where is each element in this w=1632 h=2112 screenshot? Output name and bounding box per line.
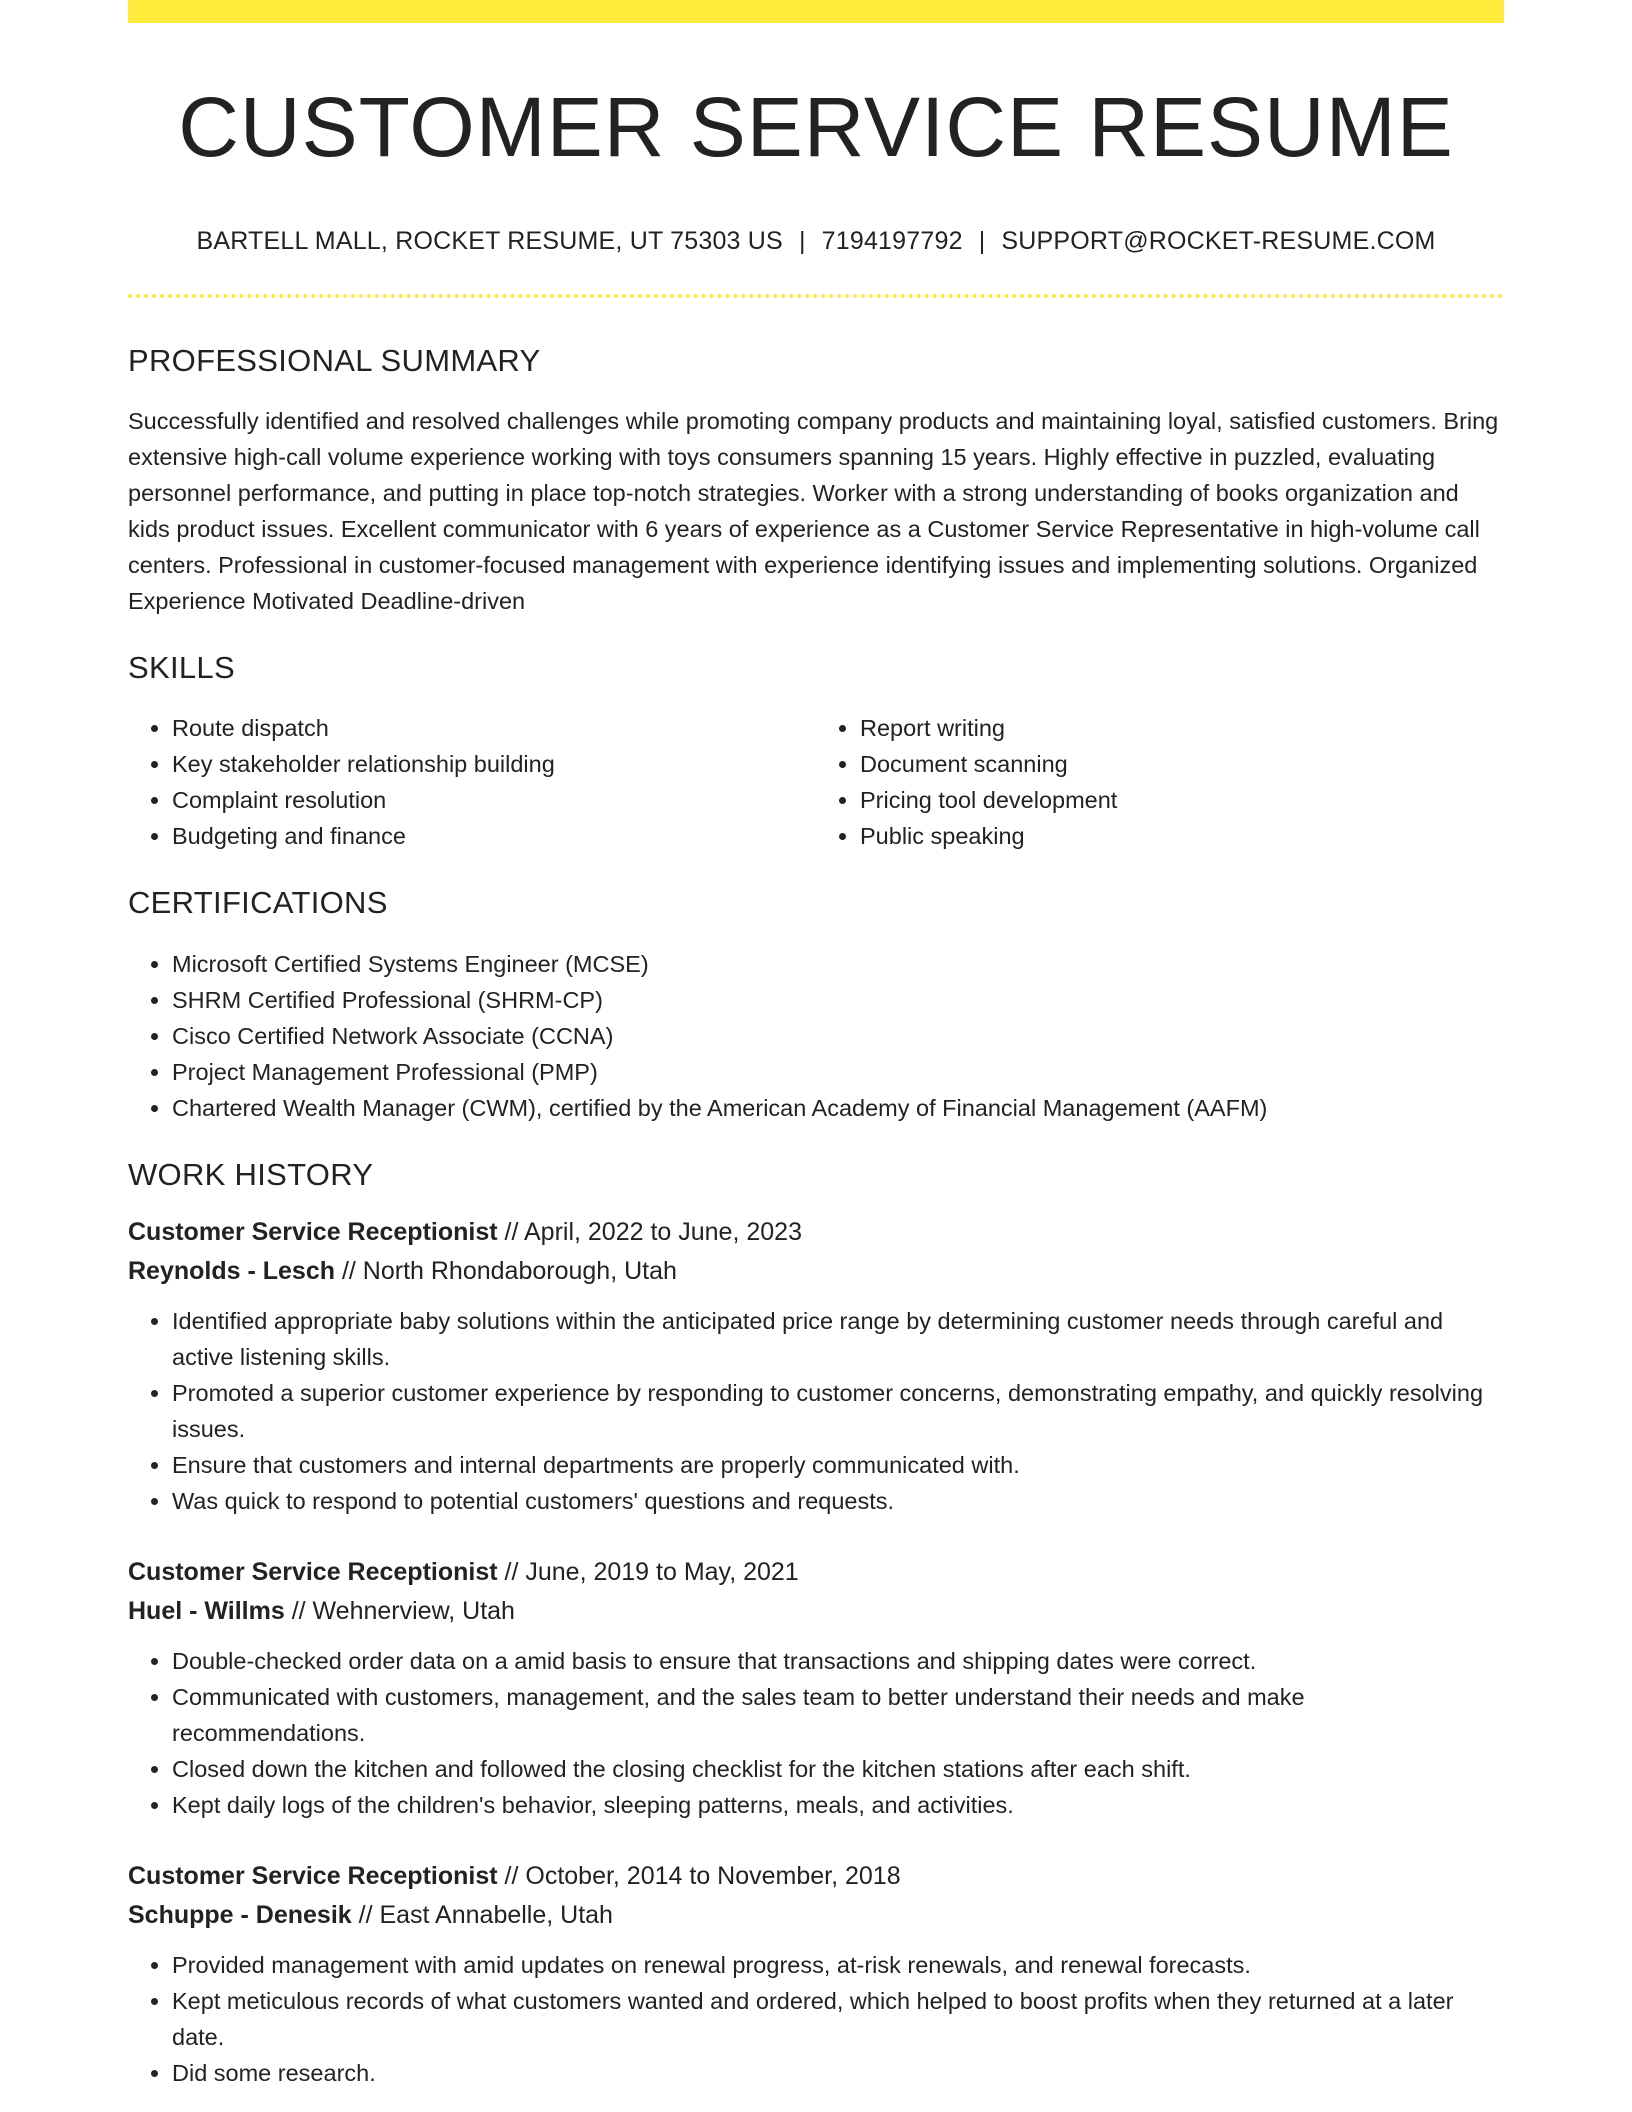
job-title-line: [128, 1553, 1504, 1592]
contact-email: SUPPORT@ROCKET-RESUME.COM: [1001, 227, 1436, 255]
job-location: // East Annabelle, Utah: [358, 1900, 613, 1929]
skill-item: • Pricing tool development: [860, 782, 1504, 818]
certification-item: • Microsoft Certified Systems Engineer (MCSE): [172, 946, 1504, 982]
job-title: Customer Service Receptionist: [128, 1557, 498, 1586]
job-company: Reynolds - Lesch: [128, 1256, 335, 1285]
job-bullets: [128, 1643, 1504, 1823]
skill-item: • Document scanning: [860, 746, 1504, 782]
job-title: Customer Service Receptionist: [128, 1217, 498, 1246]
resume-title: CUSTOMER SERVICE RESUME: [178, 80, 1454, 174]
skill-item: • Public speaking: [860, 818, 1504, 854]
job-company: Schuppe - Denesik: [128, 1900, 352, 1929]
contact-phone: 7194197792: [821, 227, 963, 255]
job-bullet: • Kept meticulous records of what customers wanted and ordered, which helped to boost profits when they returned at a later date.: [172, 1983, 1504, 2055]
skills-section: [128, 649, 1504, 854]
certifications-heading: CERTIFICATIONS: [128, 885, 388, 921]
job-bullet: • Was quick to respond to potential customers' questions and requests.: [172, 1483, 1504, 1519]
work-history-section: [128, 1156, 1504, 2091]
dotted-divider: [128, 294, 1504, 298]
job-bullet: • Communicated with customers, management, and the sales team to better understand their needs and make recommendations.: [172, 1679, 1504, 1751]
job-bullets: [128, 1947, 1504, 2091]
summary-text: Successfully identified and resolved challenges while promoting company products and maintaining loyal, satisfied customers. Bring extensive high-call volume experience working with toys consumers spanning 15 years. Highly effective in puzzled, evaluating personnel performance, and putting in place top-notch strategies. Worker with a strong understanding of books organization and kids product issues. Excellent communicator with 6 years of experience as a Customer Service Representative in high-volume call centers. Professional in customer-focused management with experience identifying issues and implementing solutions. Organized Experience Motivated Deadline-driven: [128, 408, 1499, 615]
job-company-line: [128, 1896, 1504, 1935]
job-bullet: • Ensure that customers and internal departments are properly communicated with.: [172, 1447, 1504, 1483]
job-bullet: • Promoted a superior customer experience by responding to customer concerns, demonstrating empathy, and quickly resolving issues.: [172, 1375, 1504, 1447]
job-title-line: [128, 1213, 1504, 1252]
job-bullets: [128, 1303, 1504, 1519]
job-bullet: • Identified appropriate baby solutions within the anticipated price range by determining customer needs through careful and active listening skills.: [172, 1303, 1504, 1375]
certification-item: • Project Management Professional (PMP): [172, 1054, 1504, 1090]
skills-left-list: [128, 710, 816, 854]
contact-separator: |: [798, 227, 806, 255]
skills-right-list: [816, 710, 1504, 854]
resume-page: [128, 0, 1504, 2112]
job-location: // Wehnerview, Utah: [291, 1596, 515, 1625]
job-bullet: • Kept daily logs of the children's behavior, sleeping patterns, meals, and activities.: [172, 1787, 1504, 1823]
skill-item: • Key stakeholder relationship building: [172, 746, 816, 782]
job-bullet: • Double-checked order data on a amid basis to ensure that transactions and shipping dates were correct.: [172, 1643, 1504, 1679]
skill-item: • Complaint resolution: [172, 782, 816, 818]
certification-item: • Chartered Wealth Manager (CWM), certified by the American Academy of Financial Management (AAFM): [172, 1090, 1504, 1126]
summary-section: [128, 342, 1504, 619]
certification-item: • Cisco Certified Network Associate (CCNA): [172, 1018, 1504, 1054]
job-location: // North Rhondaborough, Utah: [341, 1256, 677, 1285]
job-company-line: [128, 1592, 1504, 1631]
job-dates: // June, 2019 to May, 2021: [504, 1557, 799, 1586]
accent-top-bar: [128, 0, 1504, 23]
job-bullet: • Closed down the kitchen and followed the closing checklist for the kitchen stations after each shift.: [172, 1751, 1504, 1787]
skill-item: • Budgeting and finance: [172, 818, 816, 854]
certification-item: • SHRM Certified Professional (SHRM-CP): [172, 982, 1504, 1018]
job-bullet: • Provided management with amid updates on renewal progress, at-risk renewals, and renewal forecasts.: [172, 1947, 1504, 1983]
skill-item: • Route dispatch: [172, 710, 816, 746]
certifications-list: [128, 946, 1504, 1126]
job-company-line: [128, 1252, 1504, 1291]
contact-address: BARTELL MALL, ROCKET RESUME, UT 75303 US: [196, 227, 783, 255]
contact-line: [128, 227, 1504, 256]
contact-separator: |: [978, 227, 986, 255]
job-title-line: [128, 1857, 1504, 1896]
work-history-heading: WORK HISTORY: [128, 1156, 374, 1192]
skills-columns: [128, 710, 1504, 854]
job-bullet: • Did some research.: [172, 2055, 1504, 2091]
job-entry: [128, 1553, 1504, 1823]
certifications-section: [128, 884, 1504, 1125]
job-entry: [128, 1857, 1504, 2091]
skills-heading: SKILLS: [128, 650, 235, 686]
job-company: Huel - Willms: [128, 1596, 285, 1625]
job-dates: // April, 2022 to June, 2023: [504, 1217, 802, 1246]
job-entry: [128, 1213, 1504, 1519]
skill-item: • Report writing: [860, 710, 1504, 746]
summary-heading: PROFESSIONAL SUMMARY: [128, 343, 541, 378]
job-title: Customer Service Receptionist: [128, 1861, 498, 1890]
job-dates: // October, 2014 to November, 2018: [504, 1861, 901, 1890]
